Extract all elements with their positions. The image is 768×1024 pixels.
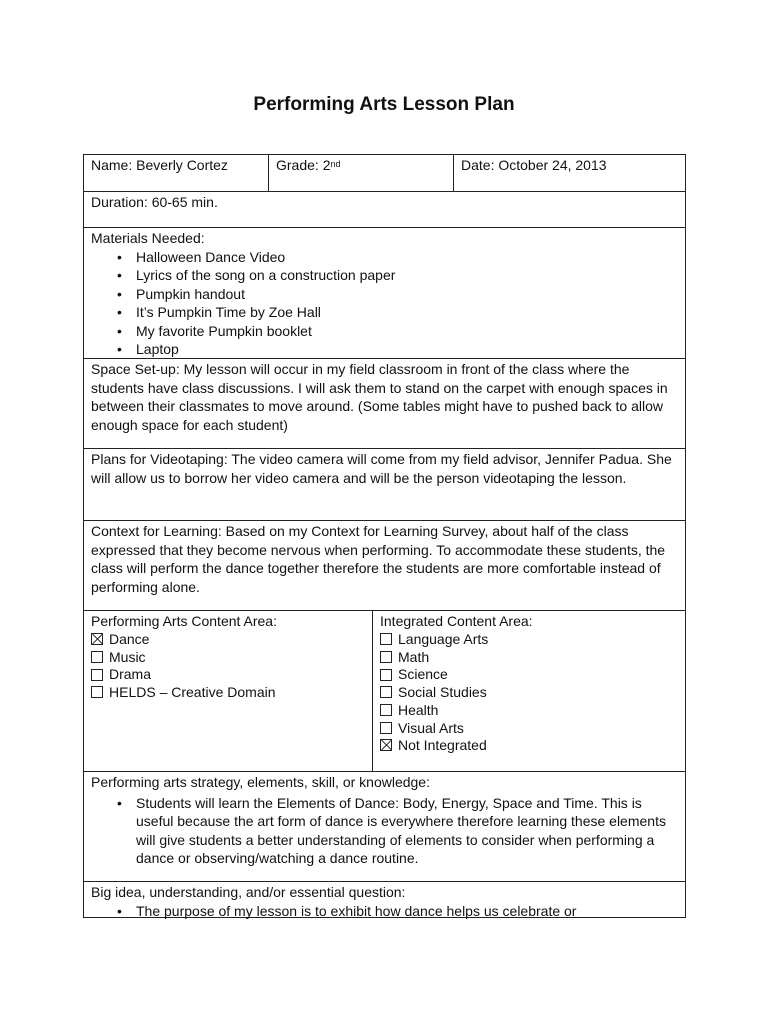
checkbox-option[interactable]: [380, 666, 678, 684]
integrated-area-cell: [373, 611, 685, 771]
list-item: • Halloween Dance Video: [117, 248, 678, 267]
duration-text: Duration: 60-65 min.: [91, 194, 218, 210]
performing-area-options: [91, 631, 365, 702]
empty-checkbox-icon[interactable]: [91, 669, 103, 681]
checkbox-label: Not Integrated: [398, 737, 487, 754]
space-setup-text: Space Set-up: My lesson will occur in my field classroom in front of the class where the students have class discussions. I will ask them to stand on the carpet with enough spaces in between their classmates to move around. (Some tables might have to pushed back to allow enough space for each student): [91, 361, 668, 433]
list-item: • The purpose of my lesson is to exhibit how dance helps us celebrate or: [117, 902, 678, 921]
checkbox-label: Science: [398, 666, 448, 683]
checked-box-icon[interactable]: [380, 739, 392, 751]
list-item: • Students will learn the Elements of Dance: Body, Energy, Space and Time. This is useful because the art form of dance is everywhere therefore learning these elements will give students a better understanding of elements to consider when performing a dance or observing/watching a dance routine.: [117, 794, 678, 868]
checkbox-option[interactable]: [380, 737, 678, 755]
checkbox-option[interactable]: [380, 684, 678, 702]
space-setup-row: [84, 359, 685, 449]
checkbox-option[interactable]: [91, 666, 365, 684]
checkbox-label: Visual Arts: [398, 719, 464, 736]
checked-box-icon[interactable]: [91, 633, 103, 645]
context-row: [84, 521, 685, 611]
grade-text: Grade: 2: [276, 157, 331, 173]
materials-list: [91, 248, 678, 359]
big-idea-list: [91, 902, 678, 921]
empty-checkbox-icon[interactable]: [380, 686, 392, 698]
context-text: Context for Learning: Based on my Context for Learning Survey, about half of the class expressed that they become nervous when performing. To accommodate these students, the class will perform the dance together therefore the students are more comfortable instead of performing alone.: [91, 523, 666, 595]
empty-checkbox-icon[interactable]: [380, 669, 392, 681]
checkbox-label: Music: [109, 648, 146, 665]
checkbox-option[interactable]: [91, 631, 365, 649]
grade-cell: [269, 155, 454, 191]
empty-checkbox-icon[interactable]: [380, 722, 392, 734]
checkbox-label: Dance: [109, 631, 150, 648]
empty-checkbox-icon[interactable]: [380, 633, 392, 645]
big-idea-row: [84, 882, 685, 917]
checkbox-option[interactable]: [380, 719, 678, 737]
performing-area-cell: [84, 611, 373, 771]
list-item: • Pumpkin handout: [117, 285, 678, 304]
grade-suffix: nd: [330, 159, 341, 169]
empty-checkbox-icon[interactable]: [380, 704, 392, 716]
checkbox-label: Health: [398, 701, 439, 718]
big-idea-heading: Big idea, understanding, and/or essential question:: [91, 884, 406, 900]
lesson-plan-table: [83, 154, 686, 918]
strategy-row: [84, 772, 685, 882]
videotaping-text: Plans for Videotaping: The video camera will come from my field advisor, Jennifer Padua. She will allow us to borrow her video camera and will be the person videotaping the lesson.: [91, 451, 672, 486]
strategy-heading: Performing arts strategy, elements, skill, or knowledge:: [91, 774, 430, 790]
checkbox-label: Language Arts: [398, 631, 489, 648]
duration-row: [84, 192, 685, 228]
materials-row: [84, 228, 685, 359]
name-text: Name: Beverly Cortez: [91, 157, 228, 173]
empty-checkbox-icon[interactable]: [380, 651, 392, 663]
list-item: • It’s Pumpkin Time by Zoe Hall: [117, 303, 678, 322]
content-area-row: [84, 611, 685, 772]
videotaping-row: [84, 449, 685, 521]
document-title: Performing Arts Lesson Plan: [253, 94, 515, 115]
header-row: [84, 155, 685, 192]
checkbox-label: Math: [398, 648, 430, 665]
checkbox-label: Drama: [109, 666, 152, 683]
performing-area-heading: Performing Arts Content Area:: [91, 613, 277, 629]
strategy-list: [91, 794, 678, 868]
checkbox-option[interactable]: [91, 648, 365, 666]
empty-checkbox-icon[interactable]: [91, 651, 103, 663]
checkbox-option[interactable]: [380, 631, 678, 649]
name-cell: [84, 155, 269, 191]
list-item: • Lyrics of the song on a construction paper: [117, 266, 678, 285]
materials-heading: Materials Needed:: [91, 230, 205, 246]
checkbox-option[interactable]: [380, 701, 678, 719]
integrated-area-heading: Integrated Content Area:: [380, 613, 533, 629]
date-text: Date: October 24, 2013: [461, 157, 607, 173]
list-item: • My favorite Pumpkin booklet: [117, 322, 678, 341]
checkbox-label: HELDS – Creative Domain: [109, 684, 276, 701]
date-cell: [454, 155, 685, 191]
checkbox-option[interactable]: [91, 684, 365, 702]
empty-checkbox-icon[interactable]: [91, 686, 103, 698]
checkbox-label: Social Studies: [398, 684, 487, 701]
integrated-area-options: [380, 631, 678, 755]
list-item: • Laptop: [117, 340, 678, 359]
checkbox-option[interactable]: [380, 648, 678, 666]
